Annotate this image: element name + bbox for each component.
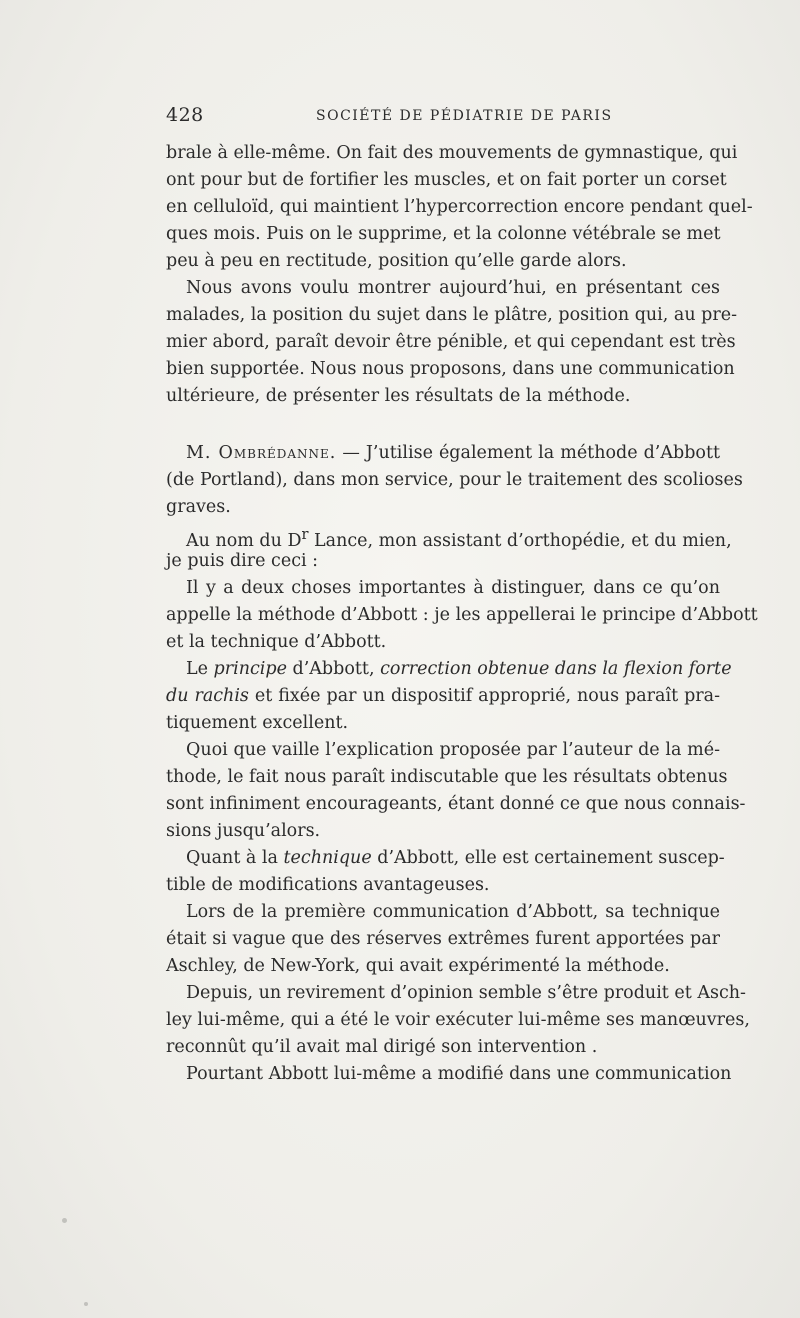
- text-line: graves.: [166, 497, 231, 517]
- text-line: ont pour but de fortifier les muscles, et on fait porter un corset: [166, 170, 727, 190]
- speaker-name: M. Ombrédanne.: [186, 443, 337, 463]
- text-line: bien supportée. Nous nous proposons, dans une communication: [166, 359, 735, 379]
- line-text: par un dispositif approprié, nous paraît pra-: [320, 686, 720, 706]
- italic-text: du rachis: [166, 686, 249, 706]
- text-line: (de Portland), dans mon service, pour le traitement des scolioses: [166, 470, 743, 490]
- line-text: d’Abbott, elle est certainement suscep-: [371, 848, 725, 868]
- line-text: d’Abbott,: [292, 659, 381, 679]
- text-line: Aschley, de New-York, qui avait expérimenté la méthode.: [166, 956, 670, 976]
- text-line: Il y a deux choses importantes à distinguer, dans ce qu’on: [186, 578, 720, 598]
- text-line: Depuis, un revirement d’opinion semble s’être produit et Asch-: [186, 983, 746, 1003]
- text-line: Nous avons voulu montrer aujourd’hui, en présentant ces: [186, 278, 720, 298]
- text-line: Quoi que vaille l’explication proposée par l’auteur de la mé-: [186, 740, 720, 760]
- text-line: [166, 683, 720, 710]
- text-line: en celluloïd, qui maintient l’hypercorrection encore pendant quel-: [166, 197, 753, 217]
- italic-text: principe: [213, 659, 287, 679]
- text-line: je puis dire ceci :: [166, 551, 319, 571]
- line-text: et fixée: [248, 686, 321, 706]
- line-text: Le: [186, 659, 214, 679]
- text-line: [166, 845, 725, 872]
- text-line: thode, le fait nous paraît indiscutable que les résultats obtenus: [166, 767, 728, 787]
- text-line: et la technique d’Abbott.: [166, 632, 387, 652]
- text-line: mier abord, paraît devoir être pénible, et qui cependant est très: [166, 332, 736, 352]
- text-line: ultérieure, de présenter les résultats de la méthode.: [166, 386, 631, 406]
- text-line: [166, 521, 732, 551]
- text-line: brale à elle-même. On fait des mouvements de gymnastique, qui: [166, 143, 738, 163]
- italic-text: technique: [283, 848, 372, 868]
- text-line: malades, la position du sujet dans le plâtre, position qui, au pre-: [166, 305, 737, 325]
- text-line: sions jusqu’alors.: [166, 821, 321, 841]
- running-title: SOCIÉTÉ DE PÉDIATRIE DE PARIS: [316, 108, 613, 124]
- superscript: r: [301, 526, 309, 543]
- line-text: Lance, mon assistant d’orthopédie, et du mien,: [308, 530, 732, 551]
- text-line: Lors de la première communication d’Abbott, sa technique: [186, 902, 720, 922]
- text-line: était si vague que des réserves extrêmes furent apportées par: [166, 929, 720, 949]
- paper-speck: [84, 1302, 88, 1306]
- text-line: [166, 440, 720, 467]
- paper-speck: [62, 1218, 67, 1223]
- paragraph-gap: [166, 410, 720, 440]
- text-line: appelle la méthode d’Abbott : je les appellerai le principe d’Abbott: [166, 605, 758, 625]
- text-line: sont infiniment encourageants, étant donné ce que nous connais-: [166, 794, 746, 814]
- body-text: [166, 140, 758, 1088]
- text-line: ques mois. Puis on le supprime, et la colonne vétébrale se met: [166, 224, 721, 244]
- text-line: Pourtant Abbott lui-même a modifié dans une communication: [186, 1064, 732, 1084]
- text-line: tible de modifications avantageuses.: [166, 875, 490, 895]
- text-line: reconnût qu’il avait mal dirigé son intervention .: [166, 1037, 598, 1057]
- text-line: peu à peu en rectitude, position qu’elle garde alors.: [166, 251, 627, 271]
- italic-text: correction obtenue dans la flexion forte: [380, 659, 732, 679]
- line-text: Au nom du D: [186, 530, 302, 551]
- line-text: — J’utilise également la méthode d’Abbott: [336, 443, 721, 463]
- text-line: [166, 656, 732, 683]
- line-text: Quant à la: [186, 848, 284, 868]
- page-header: [166, 104, 720, 130]
- text-line: ley lui-même, qui a été le voir exécuter lui-même ses manœuvres,: [166, 1010, 750, 1030]
- page-number: 428: [166, 104, 204, 126]
- text-line: tiquement excellent.: [166, 713, 349, 733]
